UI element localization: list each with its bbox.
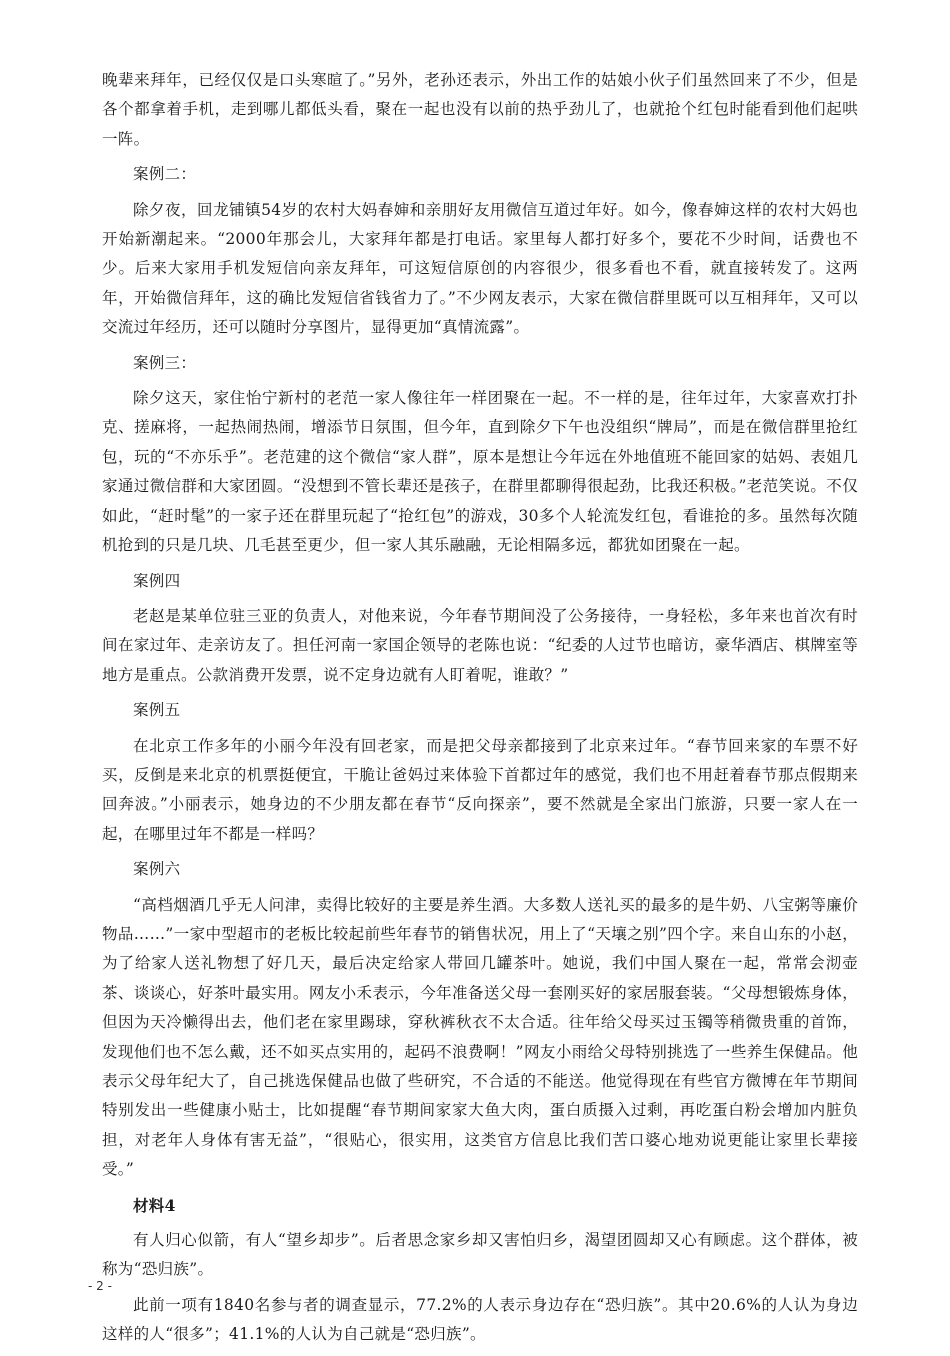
page-number: - 2 -	[88, 1279, 112, 1293]
case-6-heading: 案例六	[133, 860, 181, 879]
material-4-paragraph-2: 此前一项有1840名参与者的调查显示，77.2%的人表示身边存在“恐归族”。其中20.6%的人认为身边这样的人“很多”；41.1%的人认为自己就是“恐归族”。	[102, 1295, 858, 1344]
case-6-paragraph: “高档烟酒几乎无人问津，卖得比较好的主要是养生酒。大多数人送礼买的最多的是牛奶、八宝粥等廉价物品……”一家中型超市的老板比较起前些年春节的销售状况，用上了“天壤之别”四个字。来自山东的小赵，为了给家人送礼物想了好几天，最后决定给家人带回几罐茶叶。她说，我们中国人聚在一起，常常会沏壶茶、谈谈心，好茶叶最实用。网友小禾表示，今年准备送父母一套刚买好的家居服套装。“父母想锻炼身体，但因为天冷懒得出去，他们老在家里踢球，穿秋裤秋衣不太合适。往年给父母买过玉镯等稍微贵重的首饰，发现他们也不怎么戴，还不如买点实用的，起码不浪费啊！”网友小雨给父母特别挑选了一些养生保健品。他表示父母年纪大了，自己挑选保健品也做了些研究，不合适的不能送。他觉得现在有些官方微博在年节期间特别发出一些健康小贴士，比如提醒“春节期间家家大鱼大肉，蛋白质摄入过剩，再吃蛋白粉会增加内脏负担，对老年人身体有害无益”，“很贴心，很实用，这类官方信息比我们苦口婆心地劝说更能让家里长辈接受。”	[102, 895, 858, 1179]
material-4-paragraph-1: 有人归心似箭，有人“望乡却步”。后者思念家乡却又害怕归乡，渴望团圆却又心有顾虑。这个群体，被称为“恐归族”。	[102, 1231, 858, 1279]
case-2-paragraph: 除夕夜，回龙铺镇54岁的农村大妈春婶和亲朋好友用微信互道过年好。如今，像春婶这样的农村大妈也开始新潮起来。“2000年那会儿，大家拜年都是打电话。家里每人都打好多个，要花不少时间，话费也不少。后来大家用手机发短信向亲友拜年，可这短信原创的内容很少，很多看也不看，就直接转发了。这两年，开始微信拜年，这的确比发短信省钱省力了。”不少网友表示，大家在微信群里既可以互相拜年，又可以交流过年经历，还可以随时分享图片，显得更加“真情流露”。	[102, 200, 858, 337]
case-4-paragraph: 老赵是某单位驻三亚的负责人，对他来说，今年春节期间没了公务接待，一身轻松，多年来也首次有时间在家过年、走亲访友了。担任河南一家国企领导的老陈也说：“纪委的人过节也暗访，豪华酒店、棋牌室等地方是重点。公款消费开发票，说不定身边就有人盯着呢，谁敢？”	[102, 606, 858, 684]
case-5-heading: 案例五	[133, 701, 181, 720]
case-4-heading: 案例四	[133, 571, 181, 590]
case-2-heading: 案例二：	[133, 165, 197, 184]
case-3-heading: 案例三：	[133, 353, 197, 372]
document-body	[102, 66, 858, 1356]
case-3-paragraph: 除夕这天，家住怡宁新村的老范一家人像往年一样团聚在一起。不一样的是，往年过年，大家喜欢打扑克、搓麻将，一起热闹热闹，增添节日氛围，但今年，直到除夕下午也没组织“牌局”，而是在微信群里抢红包，玩的“不亦乐乎”。老范建的这个微信“家人群”，原本是想让今年远在外地值班不能回家的姑妈、表姐几家通过微信群和大家团圆。“没想到不管长辈还是孩子，在群里都聊得很起劲，比我还积极。”老范笑说。不仅如此，“赶时髦”的一家子还在群里玩起了“抢红包”的游戏，30多个人轮流发红包，看谁抢的多。虽然每次随机抢到的只是几块、几毛甚至更少，但一家人其乐融融，无论相隔多远，都犹如团聚在一起。	[102, 389, 858, 555]
case-5-paragraph: 在北京工作多年的小丽今年没有回老家，而是把父母亲都接到了北京来过年。“春节回来家的车票不好买，反倒是来北京的机票挺便宜，干脆让爸妈过来体验下首都过年的感觉，我们也不用赶着春节那点假期来回奔波。”小丽表示，她身边的不少朋友都在春节“反向探亲”，要不然就是全家出门旅游，只要一家人在一起，在哪里过年不都是一样吗？	[102, 736, 858, 843]
material-4-heading: 材料4	[133, 1195, 176, 1215]
paragraph-continuation: 晚辈来拜年，已经仅仅是口头寒暄了。”另外，老孙还表示，外出工作的姑娘小伙子们虽然回来了不少，但是各个都拿着手机，走到哪儿都低头看，聚在一起也没有以前的热乎劲儿了，也就抢个红包时能看到他们起哄一阵。	[102, 71, 858, 148]
